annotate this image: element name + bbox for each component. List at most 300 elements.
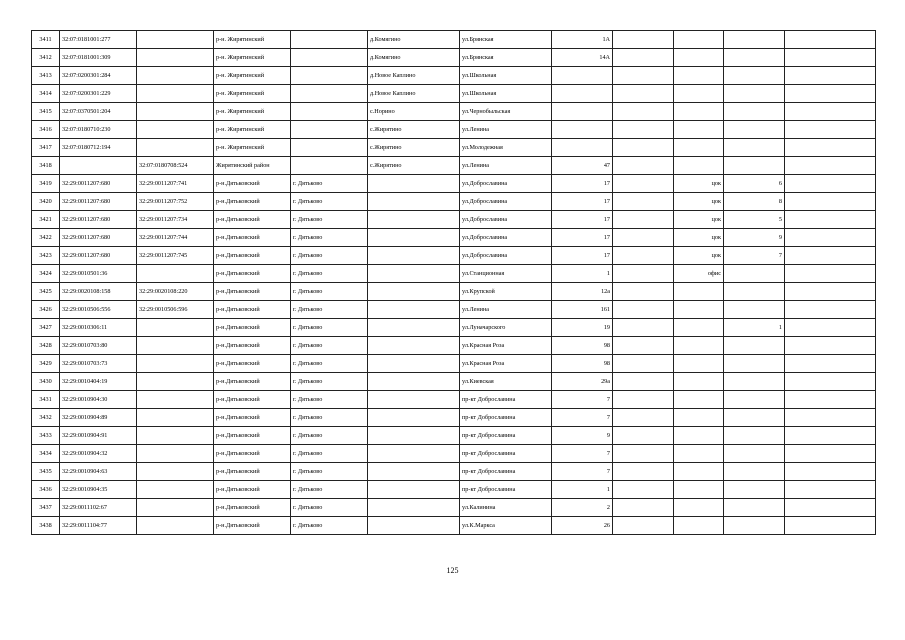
- table-cell: [613, 409, 674, 427]
- table-cell: г. Дятьково: [291, 283, 368, 301]
- table-row: [32, 355, 876, 373]
- table-cell: 32:07:0370501:204: [60, 103, 137, 121]
- table-cell-empty: [785, 499, 876, 517]
- table-cell: р-н.Дятьковский: [214, 193, 291, 211]
- table-cell-empty: [785, 49, 876, 67]
- table-cell: [368, 175, 460, 193]
- table-cell: [137, 139, 214, 157]
- table-cell: [674, 409, 724, 427]
- table-cell: 3437: [32, 499, 60, 517]
- table-cell-empty: [785, 193, 876, 211]
- table-cell-empty: [785, 409, 876, 427]
- table-cell: [724, 67, 785, 85]
- table-cell: [291, 85, 368, 103]
- table-cell-empty: [785, 175, 876, 193]
- table-cell: [368, 193, 460, 211]
- table-cell: [368, 211, 460, 229]
- table-cell: р-н.Дятьковский: [214, 427, 291, 445]
- table-cell: 32:07:0181001:309: [60, 49, 137, 67]
- table-cell: [291, 157, 368, 175]
- table-cell: 32:29:0010506:556: [60, 301, 137, 319]
- table-cell: 3423: [32, 247, 60, 265]
- table-cell: [137, 409, 214, 427]
- table-cell: [674, 517, 724, 535]
- table-cell: р-н. Жирятинский: [214, 121, 291, 139]
- table-cell: [368, 463, 460, 481]
- table-cell: д.Комягино: [368, 31, 460, 49]
- table-cell: 32:29:0011207:680: [60, 211, 137, 229]
- table-cell: [368, 247, 460, 265]
- table-cell-empty: [785, 337, 876, 355]
- table-row: [32, 283, 876, 301]
- table-cell-empty: [785, 265, 876, 283]
- table-cell: г. Дятьково: [291, 193, 368, 211]
- table-cell: [724, 283, 785, 301]
- table-cell: ул.Доброславина: [460, 193, 552, 211]
- table-cell: [368, 301, 460, 319]
- table-cell: 5: [724, 211, 785, 229]
- table-cell: 26: [552, 517, 613, 535]
- table-cell: [724, 265, 785, 283]
- table-cell: [613, 373, 674, 391]
- table-cell: ул.Красная Роза: [460, 355, 552, 373]
- table-cell: 3434: [32, 445, 60, 463]
- table-cell: [674, 301, 724, 319]
- table-cell: 32:29:0011207:680: [60, 247, 137, 265]
- table-cell: с.Жирятино: [368, 121, 460, 139]
- table-cell: [613, 139, 674, 157]
- table-cell: ул.Доброславина: [460, 229, 552, 247]
- table-cell: 7: [552, 445, 613, 463]
- table-row: [32, 427, 876, 445]
- table-cell: [291, 49, 368, 67]
- table-cell: [724, 391, 785, 409]
- table-cell: 32:29:0010904:91: [60, 427, 137, 445]
- table-cell: [724, 427, 785, 445]
- table-cell: [552, 67, 613, 85]
- table-cell: 32:07:0181001:277: [60, 31, 137, 49]
- table-cell: [724, 481, 785, 499]
- table-cell: [724, 49, 785, 67]
- table-cell: [724, 121, 785, 139]
- table-row: [32, 157, 876, 175]
- table-cell: р-н.Дятьковский: [214, 355, 291, 373]
- table-cell: 1: [552, 481, 613, 499]
- table-cell-empty: [785, 31, 876, 49]
- table-row: [32, 139, 876, 157]
- table-cell: [724, 103, 785, 121]
- table-cell: 6: [724, 175, 785, 193]
- table-cell: 32:07:0180708:524: [137, 157, 214, 175]
- table-cell: р-н.Дятьковский: [214, 409, 291, 427]
- table-cell: [291, 67, 368, 85]
- table-cell: 1А: [552, 31, 613, 49]
- table-cell: р-н.Дятьковский: [214, 517, 291, 535]
- table-cell: ул.К.Маркса: [460, 517, 552, 535]
- table-cell: [724, 85, 785, 103]
- table-cell: 2: [552, 499, 613, 517]
- table-cell: [674, 67, 724, 85]
- table-cell: 32:29:0011207:680: [60, 229, 137, 247]
- table-cell: [674, 139, 724, 157]
- table-cell: [368, 265, 460, 283]
- table-cell-empty: [785, 427, 876, 445]
- table-cell-empty: [785, 247, 876, 265]
- table-cell: ул.Ленина: [460, 301, 552, 319]
- table-cell: г. Дятьково: [291, 391, 368, 409]
- page-number: 125: [446, 566, 459, 575]
- table-cell: 14А: [552, 49, 613, 67]
- table-cell: 3433: [32, 427, 60, 445]
- table-cell: [724, 445, 785, 463]
- table-cell: [613, 67, 674, 85]
- table-cell: ул.Ленина: [460, 121, 552, 139]
- table-cell: 3415: [32, 103, 60, 121]
- table-cell: с.Жирятино: [368, 157, 460, 175]
- table-cell: р-н.Дятьковский: [214, 211, 291, 229]
- table-cell: цок: [674, 211, 724, 229]
- table-cell: [368, 499, 460, 517]
- table-cell: цок: [674, 229, 724, 247]
- table-cell: г. Дятьково: [291, 337, 368, 355]
- table-cell: 3418: [32, 157, 60, 175]
- table-cell: [137, 121, 214, 139]
- table-cell: [552, 103, 613, 121]
- table-cell-empty: [785, 355, 876, 373]
- table-cell: р-н.Дятьковский: [214, 229, 291, 247]
- table-cell: 3412: [32, 49, 60, 67]
- table-cell: [674, 85, 724, 103]
- table-row: [32, 391, 876, 409]
- table-cell: р-н.Дятьковский: [214, 337, 291, 355]
- table-cell: пр-кт Доброславина: [460, 427, 552, 445]
- table-cell: р-н.Дятьковский: [214, 283, 291, 301]
- table-cell: р-н.Дятьковский: [214, 445, 291, 463]
- table-cell: [137, 391, 214, 409]
- table-cell: 3421: [32, 211, 60, 229]
- table-row: [32, 463, 876, 481]
- table-row: [32, 373, 876, 391]
- table-cell: 32:29:0010703:80: [60, 337, 137, 355]
- table-cell: ул.Школьная: [460, 67, 552, 85]
- table-row: [32, 409, 876, 427]
- table-cell: [674, 391, 724, 409]
- table-cell: 32:29:0010404:19: [60, 373, 137, 391]
- table-cell: р-н.Дятьковский: [214, 391, 291, 409]
- table-cell: 32:29:0010506:596: [137, 301, 214, 319]
- table-cell: [552, 85, 613, 103]
- table-cell: [613, 157, 674, 175]
- table-cell: [724, 139, 785, 157]
- table-cell: [724, 517, 785, 535]
- table-cell: р-н. Жирятинский: [214, 139, 291, 157]
- table-cell: [674, 337, 724, 355]
- table-cell: [137, 445, 214, 463]
- table-cell: [613, 301, 674, 319]
- table-cell-empty: [785, 301, 876, 319]
- table-cell: [137, 337, 214, 355]
- table-row: [32, 499, 876, 517]
- table-row: [32, 481, 876, 499]
- table-cell-empty: [785, 373, 876, 391]
- table-cell: р-н.Дятьковский: [214, 175, 291, 193]
- table-cell: [368, 445, 460, 463]
- table-cell: г. Дятьково: [291, 445, 368, 463]
- table-row: [32, 211, 876, 229]
- table-cell: [724, 463, 785, 481]
- table-cell: 32:07:0200301:229: [60, 85, 137, 103]
- table-cell: г. Дятьково: [291, 211, 368, 229]
- table-cell: 32:29:0011207:680: [60, 175, 137, 193]
- table-cell: 32:07:0200301:284: [60, 67, 137, 85]
- table-cell: [368, 517, 460, 535]
- table-cell-empty: [785, 103, 876, 121]
- table-cell: 3438: [32, 517, 60, 535]
- table-row: [32, 31, 876, 49]
- table-cell: 32:29:0010904:89: [60, 409, 137, 427]
- table-cell: 32:29:0010904:63: [60, 463, 137, 481]
- table-cell: [724, 337, 785, 355]
- table-cell: 3435: [32, 463, 60, 481]
- table-cell-empty: [785, 85, 876, 103]
- table-cell: г. Дятьково: [291, 175, 368, 193]
- table-cell: 32:29:0010904:30: [60, 391, 137, 409]
- table-cell: [613, 31, 674, 49]
- table-cell: [368, 319, 460, 337]
- table-cell: [724, 157, 785, 175]
- table-cell: г. Дятьково: [291, 319, 368, 337]
- table-cell-empty: [785, 463, 876, 481]
- table-cell: 7: [724, 247, 785, 265]
- table-cell: 32:29:0010904:32: [60, 445, 137, 463]
- table-cell: [613, 319, 674, 337]
- table-row: [32, 265, 876, 283]
- table-cell-empty: [785, 481, 876, 499]
- table-cell: 32:07:0180712:194: [60, 139, 137, 157]
- table-cell: г. Дятьково: [291, 373, 368, 391]
- table-cell: офис: [674, 265, 724, 283]
- table-row: [32, 49, 876, 67]
- table-row: [32, 319, 876, 337]
- table-cell: 32:29:0011207:741: [137, 175, 214, 193]
- table-row: [32, 517, 876, 535]
- table-cell: ул.Молодежная: [460, 139, 552, 157]
- table-cell: [613, 211, 674, 229]
- table-cell: 3431: [32, 391, 60, 409]
- table-cell: 17: [552, 247, 613, 265]
- table-cell: [674, 373, 724, 391]
- table-cell: [674, 103, 724, 121]
- table-cell: 3426: [32, 301, 60, 319]
- registry-table: [31, 30, 876, 535]
- table-cell: 3420: [32, 193, 60, 211]
- table-cell: [137, 31, 214, 49]
- table-cell-empty: [785, 229, 876, 247]
- table-cell: [368, 481, 460, 499]
- table-cell: [724, 409, 785, 427]
- table-cell: 17: [552, 211, 613, 229]
- table-cell: 3416: [32, 121, 60, 139]
- table-cell: [613, 49, 674, 67]
- table-cell: 3411: [32, 31, 60, 49]
- table-cell: ул.Калинина: [460, 499, 552, 517]
- table-cell: ул.Крупской: [460, 283, 552, 301]
- table-row: [32, 193, 876, 211]
- table-cell: 32:29:0011207:752: [137, 193, 214, 211]
- table-cell: 19: [552, 319, 613, 337]
- table-cell: 32:29:0010904:35: [60, 481, 137, 499]
- table-cell: 3430: [32, 373, 60, 391]
- table-cell: р-н. Жирятинский: [214, 31, 291, 49]
- table-cell: с.Норино: [368, 103, 460, 121]
- table-cell: р-н.Дятьковский: [214, 373, 291, 391]
- table-cell: 17: [552, 229, 613, 247]
- table-row: [32, 229, 876, 247]
- table-cell: 7: [552, 391, 613, 409]
- table-cell: 17: [552, 193, 613, 211]
- table-cell: 7: [552, 409, 613, 427]
- table-cell: 32:29:0011104:77: [60, 517, 137, 535]
- table-cell: [137, 427, 214, 445]
- table-cell: [137, 319, 214, 337]
- table-cell: с.Жирятино: [368, 139, 460, 157]
- table-row: [32, 121, 876, 139]
- table-cell: р-н. Жирятинский: [214, 67, 291, 85]
- table-cell: [137, 67, 214, 85]
- table-cell: [613, 391, 674, 409]
- table-cell: [368, 427, 460, 445]
- table-row: [32, 175, 876, 193]
- table-cell: [674, 499, 724, 517]
- table-cell: 32:29:0020108:158: [60, 283, 137, 301]
- table-cell: 32:29:0011207:734: [137, 211, 214, 229]
- table-cell: [674, 481, 724, 499]
- table-cell: 3413: [32, 67, 60, 85]
- table-cell: 8: [724, 193, 785, 211]
- table-cell: 3417: [32, 139, 60, 157]
- table-cell: [613, 481, 674, 499]
- table-cell: [724, 373, 785, 391]
- table-cell: [724, 31, 785, 49]
- table-cell: р-н.Дятьковский: [214, 463, 291, 481]
- table-cell: ул.Брянская: [460, 49, 552, 67]
- table-cell: 3425: [32, 283, 60, 301]
- table-cell: ул.Доброславина: [460, 175, 552, 193]
- table-cell: 29а: [552, 373, 613, 391]
- table-body: [32, 31, 876, 535]
- table-cell: [552, 139, 613, 157]
- table-cell: р-н. Жирятинский: [214, 103, 291, 121]
- table-cell: [613, 337, 674, 355]
- table-cell: 3422: [32, 229, 60, 247]
- table-cell: д.Комягино: [368, 49, 460, 67]
- table-cell: [613, 193, 674, 211]
- table-cell: г. Дятьково: [291, 517, 368, 535]
- table-cell: р-н.Дятьковский: [214, 301, 291, 319]
- table-cell: 32:07:0180710:230: [60, 121, 137, 139]
- table-cell: [674, 49, 724, 67]
- table-cell: цок: [674, 175, 724, 193]
- table-cell: [613, 229, 674, 247]
- table-cell-empty: [785, 139, 876, 157]
- table-cell: [137, 85, 214, 103]
- table-cell: ул.Чернобыльская: [460, 103, 552, 121]
- table-cell: пр-кт Доброславина: [460, 481, 552, 499]
- table-cell: р-н. Жирятинский: [214, 85, 291, 103]
- table-cell: [137, 517, 214, 535]
- table-cell: 9: [724, 229, 785, 247]
- table-cell: ул.Красная Роза: [460, 337, 552, 355]
- table-cell: д.Новое Каплино: [368, 85, 460, 103]
- table-cell: 3429: [32, 355, 60, 373]
- table-cell: 32:29:0011207:744: [137, 229, 214, 247]
- table-cell: Жирятинский район: [214, 157, 291, 175]
- table-cell: [674, 463, 724, 481]
- table-cell: г. Дятьково: [291, 481, 368, 499]
- table-cell-empty: [785, 211, 876, 229]
- table-cell: цок: [674, 193, 724, 211]
- table-row: [32, 337, 876, 355]
- table-cell: 3414: [32, 85, 60, 103]
- table-cell: ул.Доброславина: [460, 211, 552, 229]
- table-cell: ул.Брянская: [460, 31, 552, 49]
- table-cell: р-н.Дятьковский: [214, 319, 291, 337]
- table-cell: 3432: [32, 409, 60, 427]
- table-cell: пр-кт Доброславина: [460, 445, 552, 463]
- table-cell: д.Новое Каплино: [368, 67, 460, 85]
- table-cell: [368, 355, 460, 373]
- table-cell: [674, 121, 724, 139]
- table-cell: [724, 355, 785, 373]
- table-cell: [613, 247, 674, 265]
- table-cell: р-н.Дятьковский: [214, 481, 291, 499]
- table-cell: г. Дятьково: [291, 499, 368, 517]
- table-cell: [674, 283, 724, 301]
- table-cell: [137, 481, 214, 499]
- table-cell: [368, 391, 460, 409]
- table-cell: [674, 31, 724, 49]
- table-cell: 47: [552, 157, 613, 175]
- table-cell: [724, 499, 785, 517]
- table-cell: [291, 121, 368, 139]
- table-cell: 12а: [552, 283, 613, 301]
- table-cell: [137, 355, 214, 373]
- table-cell: 32:29:0011102:67: [60, 499, 137, 517]
- table-cell: г. Дятьково: [291, 301, 368, 319]
- table-cell: [368, 373, 460, 391]
- table-cell: пр-кт Доброславина: [460, 391, 552, 409]
- table-cell: [291, 31, 368, 49]
- table-cell: [613, 121, 674, 139]
- table-cell: ул.Киевская: [460, 373, 552, 391]
- table-cell: 32:29:0010306:11: [60, 319, 137, 337]
- table-cell: 7: [552, 463, 613, 481]
- table-cell: 1: [552, 265, 613, 283]
- table-cell: 3427: [32, 319, 60, 337]
- table-row: [32, 247, 876, 265]
- table-cell: г. Дятьково: [291, 355, 368, 373]
- table-cell: 17: [552, 175, 613, 193]
- table-cell-empty: [785, 319, 876, 337]
- table-cell: г. Дятьково: [291, 265, 368, 283]
- table-cell: [674, 445, 724, 463]
- table-cell-empty: [785, 517, 876, 535]
- table-row: [32, 445, 876, 463]
- table-cell: 1: [724, 319, 785, 337]
- table-cell: 98: [552, 337, 613, 355]
- table-cell: 32:29:0010703:73: [60, 355, 137, 373]
- table-cell: пр-кт Доброславина: [460, 409, 552, 427]
